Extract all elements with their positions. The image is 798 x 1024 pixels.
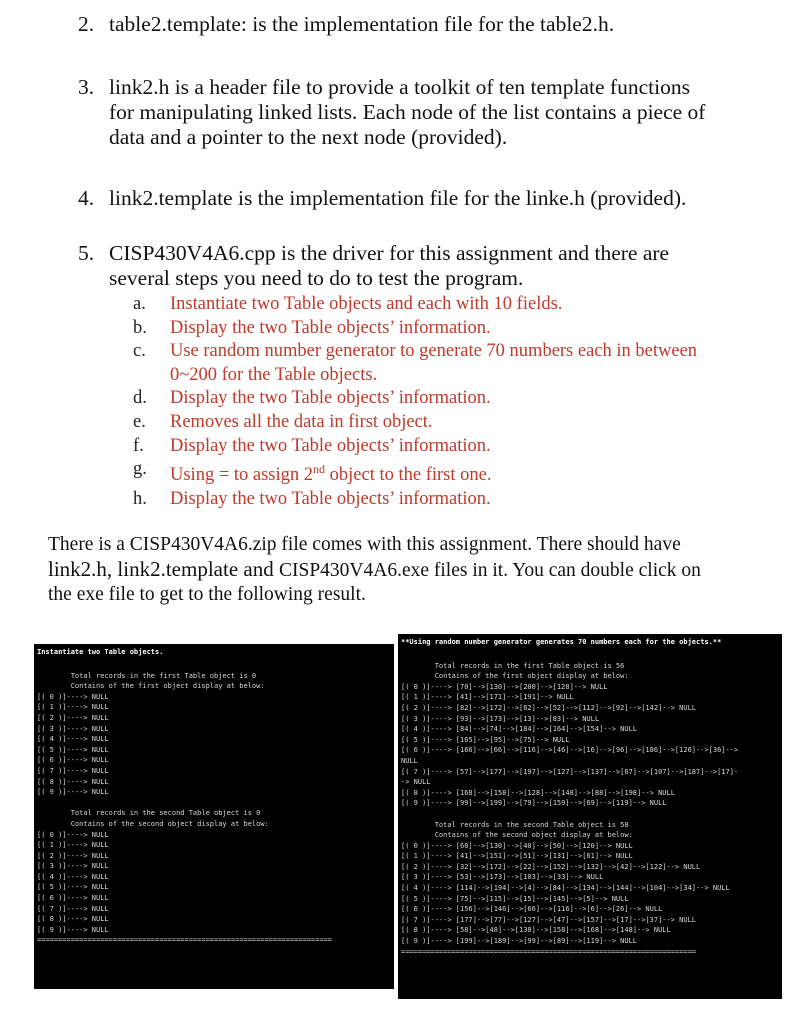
console-line: [( 7 )]----> NULL [37, 904, 109, 913]
console-line: NULL [401, 756, 418, 765]
console-line: Contains of the first object display at below: [37, 682, 265, 691]
paragraph-text-large: link2.h, link2.template and [48, 557, 279, 581]
console-line [398, 650, 782, 661]
step-letter: d. [133, 388, 147, 409]
paragraph-text: CISP430V4A6.exe files in it. You can double click on [278, 560, 701, 581]
step-text: Display the two Table objects’ information. [170, 435, 491, 456]
console-line: [( 1 )]----> [41]-->[151]-->[51]-->[131]-->[61]--> NULL [401, 852, 633, 861]
console-line [34, 798, 394, 809]
console-line: [( 5 )]----> NULL [37, 745, 109, 754]
console-line: [( 4 )]----> [84]-->[74]-->[184]-->[164]-->[154]--> NULL [401, 725, 638, 734]
step-d [133, 387, 783, 411]
item-number: 3. [78, 75, 95, 99]
step-text: 0~200 for the Table objects. [170, 364, 378, 385]
console-line: [( 9 )]----> NULL [37, 925, 109, 934]
step-text-superscript: nd [313, 462, 326, 477]
console-line: [( 3 )]----> NULL [37, 724, 109, 733]
console-line: Contains of the first object display at below: [401, 672, 629, 681]
instructions-paragraph [48, 533, 778, 607]
console-line: Contains of the second object display at below: [37, 819, 269, 828]
step-text-part: Using = to assign 2 [170, 465, 314, 486]
console-line: [( 1 )]----> NULL [37, 703, 109, 712]
console-line: [( 6 )]----> [156]-->[146]-->[66]-->[116]-->[6]-->[26]--> NULL [401, 905, 663, 914]
console-line: [( 9 )]----> NULL [37, 788, 109, 797]
step-a [133, 293, 783, 317]
paragraph-line: There is a CISP430V4A6.zip file comes with this assignment. There should have [48, 534, 681, 555]
console-line: Contains of the second object display at below: [401, 831, 633, 840]
step-b [133, 317, 783, 341]
console-line: [( 2 )]----> [82]-->[172]-->[62]-->[52]-->[112]-->[92]-->[142]--> NULL [401, 703, 697, 712]
console-line: [( 8 )]----> [168]-->[158]-->[128]-->[148]-->[88]-->[198]--> NULL [401, 788, 675, 797]
console-line: [( 7 )]----> NULL [37, 766, 109, 775]
step-letter: b. [133, 317, 147, 338]
console-line: [( 0 )]----> [70]-->[130]-->[200]-->[120]--> NULL [401, 682, 608, 691]
console-line [34, 660, 394, 671]
console-line: [( 3 )]----> [93]-->[173]-->[13]-->[83]--> NULL [401, 714, 600, 723]
console-output [398, 650, 782, 957]
console-line: [( 8 )]----> [58]-->[48]-->[138]-->[158]-->[168]-->[148]--> NULL [401, 926, 671, 935]
step-text [170, 458, 783, 488]
step-letter: f. [133, 435, 144, 456]
console-line: [( 0 )]----> [60]-->[130]-->[40]-->[50]-->[120]--> NULL [401, 841, 633, 850]
step-f [133, 435, 783, 459]
console-line: [( 0 )]----> NULL [37, 692, 109, 701]
step-text: Display the two Table objects’ information. [170, 317, 491, 338]
console-line: -> NULL [401, 778, 431, 787]
console-line: [( 6 )]----> NULL [37, 756, 109, 765]
step-letter: a. [133, 294, 146, 314]
step-letter: c. [133, 341, 146, 362]
console-line: [( 5 )]----> [165]-->[95]-->[75]--> NULL [401, 735, 570, 744]
item-text-line: link2.template is the implementation file for the linke.h (provided). [109, 186, 687, 210]
console-line: Total records in the first Table object is 0 [37, 671, 257, 680]
console-line: [( 2 )]----> NULL [37, 713, 109, 722]
step-text: Removes all the data in first object. [170, 411, 433, 432]
console-line: [( 3 )]----> [53]-->[173]-->[103]-->[33]--> NULL [401, 873, 604, 882]
console-line: Total records in the second Table object is 58 [401, 820, 629, 829]
item-text-line: for manipulating linked lists. Each node of the list contains a piece of [109, 100, 706, 124]
paragraph-line [48, 557, 778, 583]
console-line: [( 0 )]----> NULL [37, 830, 109, 839]
item-text-line: table2.template: is the implementation file for the table2.h. [109, 12, 615, 36]
step-h [133, 488, 783, 512]
console-line: [( 5 )]----> NULL [37, 883, 109, 892]
console-line: [( 4 )]----> NULL [37, 735, 109, 744]
console-line: [( 3 )]----> NULL [37, 862, 109, 871]
item-text-line: CISP430V4A6.cpp is the driver for this assignment and there are [109, 241, 670, 265]
paragraph-line: the exe file to get to the following result. [48, 584, 366, 605]
console-line: ====================================================================== [37, 936, 333, 945]
item-text-line: several steps you need to do to test the program. [109, 266, 524, 290]
console-line: [( 9 )]----> [199]-->[189]-->[99]-->[89]-->[119]--> NULL [401, 937, 638, 946]
console-line: [( 8 )]----> NULL [37, 777, 109, 786]
step-text: Display the two Table objects’ information. [170, 488, 491, 509]
console-line: Total records in the second Table object is 0 [37, 809, 261, 818]
step-letter: g. [133, 459, 147, 480]
step-text-part: object to the first one. [325, 465, 492, 486]
step-letter: e. [133, 411, 146, 432]
console-line: [( 5 )]----> [75]-->[115]-->[15]-->[145]-->[5]--> NULL [401, 894, 629, 903]
console-screenshot-right [398, 634, 782, 999]
console-line: [( 4 )]----> [114]-->[194]-->[4]-->[84]-->[134]-->[144]-->[104]-->[34]--> NULL [401, 884, 730, 893]
console-line: [( 6 )]----> NULL [37, 894, 109, 903]
console-line: [( 7 )]----> [177]-->[77]-->[127]-->[47]-->[157]-->[17]-->[37]--> NULL [401, 915, 697, 924]
item-number: 2. [78, 12, 95, 36]
console-line: [( 9 )]----> [99]-->[199]-->[79]-->[159]-->[69]-->[119]--> NULL [401, 799, 667, 808]
console-line: [( 7 )]----> [57]-->[177]-->[197]-->[127]-->[137]-->[67]-->[107]-->[187]-->[17]- [401, 767, 739, 776]
console-line: [( 8 )]----> NULL [37, 915, 109, 924]
item-number: 5. [78, 241, 95, 265]
console-output [34, 660, 394, 946]
console-line: [( 1 )]----> NULL [37, 841, 109, 850]
console-line: Total records in the first Table object is 56 [401, 661, 625, 670]
step-text: Display the two Table objects’ information. [170, 388, 491, 409]
console-line: [( 4 )]----> NULL [37, 872, 109, 881]
item-text-line: link2.h is a header file to provide a toolkit of ten template functions [109, 75, 690, 99]
step-c [133, 340, 783, 387]
item-number: 4. [78, 186, 95, 210]
item-text-line: data and a pointer to the next node (provided). [109, 125, 508, 149]
console-line: [( 2 )]----> [32]-->[172]-->[22]-->[152]-->[132]-->[42]-->[122]--> NULL [401, 862, 701, 871]
step-letter: h. [133, 488, 147, 509]
step-g [133, 458, 783, 488]
console-line: [( 2 )]----> NULL [37, 851, 109, 860]
console-screenshot-left [34, 644, 394, 989]
console-line: ====================================================================== [401, 947, 697, 956]
step-e [133, 411, 783, 435]
step-text: Use random number generator to generate 70 numbers each in between [170, 341, 698, 362]
console-line: [( 6 )]----> [166]-->[66]-->[116]-->[46]-->[16]-->[96]-->[186]-->[126]-->[36]--> [401, 746, 739, 755]
console-header: **Using random number generator generates 70 numbers each for the objects.** [398, 634, 782, 650]
step-text: Instantiate two Table objects and each with 10 fields. [170, 294, 563, 314]
console-header: Instantiate two Table objects. [34, 644, 394, 660]
step-list [133, 293, 783, 512]
console-line: [( 1 )]----> [41]-->[171]-->[191]--> NULL [401, 693, 574, 702]
console-line [398, 809, 782, 820]
